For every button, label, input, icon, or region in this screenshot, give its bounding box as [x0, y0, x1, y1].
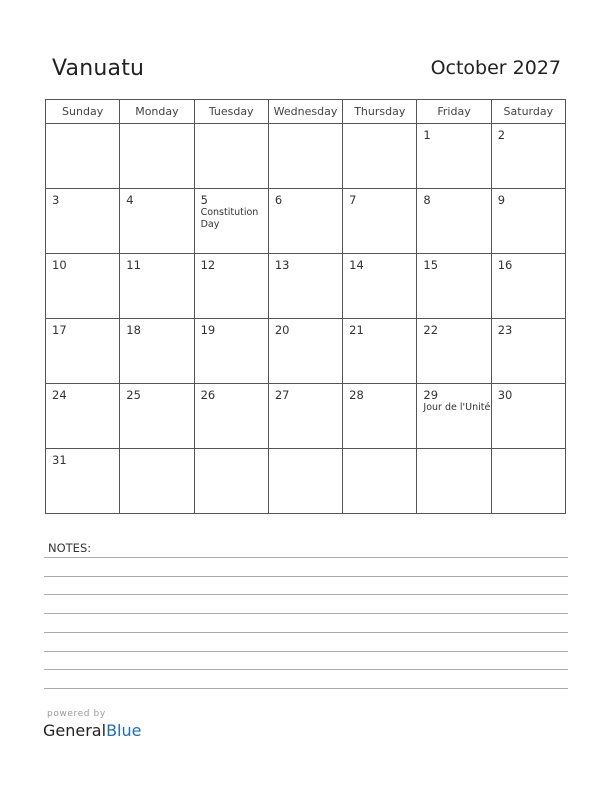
- day-number: 6: [274, 193, 283, 207]
- day-cell[interactable]: [46, 319, 120, 384]
- day-cell[interactable]: [268, 384, 342, 449]
- day-cell[interactable]: [343, 384, 417, 449]
- day-cell[interactable]: [120, 254, 194, 319]
- day-cell[interactable]: [120, 319, 194, 384]
- day-cell[interactable]: [417, 124, 491, 189]
- day-number: [343, 449, 416, 453]
- day-number: 16: [497, 258, 513, 272]
- day-cell[interactable]: [268, 189, 342, 254]
- day-cell[interactable]: [194, 124, 268, 189]
- note-line: [44, 613, 568, 614]
- day-cell[interactable]: [46, 124, 120, 189]
- day-number: [195, 124, 268, 128]
- day-cell[interactable]: [194, 384, 268, 449]
- powered-by-text: powered by: [47, 709, 106, 719]
- day-cell[interactable]: [194, 449, 268, 514]
- day-number: [492, 449, 565, 453]
- day-number: 22: [423, 323, 439, 337]
- note-line: [44, 688, 568, 689]
- day-number: 11: [126, 258, 141, 272]
- day-cell[interactable]: [343, 189, 417, 254]
- day-cell[interactable]: [120, 124, 194, 189]
- weekday-header-thursday: Thursday: [343, 100, 417, 124]
- day-cell[interactable]: [417, 384, 491, 449]
- brand-logo[interactable]: [43, 721, 141, 740]
- day-number: 9: [497, 193, 506, 207]
- note-line: [44, 669, 568, 670]
- day-cell[interactable]: [417, 319, 491, 384]
- day-cell[interactable]: [491, 189, 565, 254]
- day-cell[interactable]: [120, 384, 194, 449]
- day-number: [269, 124, 342, 128]
- day-cell[interactable]: [417, 449, 491, 514]
- day-cell[interactable]: [194, 319, 268, 384]
- week-row: [46, 254, 566, 319]
- day-cell[interactable]: [268, 254, 342, 319]
- day-number: 14: [349, 258, 364, 272]
- day-number: 31: [52, 453, 67, 467]
- day-number: [120, 449, 193, 453]
- day-cell[interactable]: [46, 189, 120, 254]
- day-number: 4: [126, 193, 134, 207]
- weekday-header-saturday: Saturday: [491, 100, 565, 124]
- day-cell[interactable]: [46, 384, 120, 449]
- week-row: [46, 124, 566, 189]
- day-number: [195, 449, 268, 453]
- day-cell[interactable]: [491, 449, 565, 514]
- day-cell[interactable]: [343, 254, 417, 319]
- day-cell[interactable]: [268, 449, 342, 514]
- notes-label: NOTES:: [48, 541, 92, 555]
- week-row: [46, 449, 566, 514]
- day-number: 1: [423, 128, 431, 142]
- day-cell[interactable]: [194, 254, 268, 319]
- day-number: 10: [52, 258, 67, 272]
- country-title: Vanuatu: [52, 56, 145, 81]
- week-row: [46, 189, 566, 254]
- day-cell[interactable]: [120, 449, 194, 514]
- week-row: [46, 319, 566, 384]
- day-number: 8: [423, 193, 431, 207]
- day-cell[interactable]: [417, 254, 491, 319]
- day-cell[interactable]: [268, 319, 342, 384]
- day-number: 23: [497, 323, 513, 337]
- month-year-title: October 2027: [430, 57, 561, 79]
- weekday-header-tuesday: Tuesday: [194, 100, 268, 124]
- day-number: [46, 124, 119, 128]
- note-line: [44, 632, 568, 633]
- weekday-header-sunday: Sunday: [46, 100, 120, 124]
- brand-name-blue: Blue: [106, 721, 142, 740]
- holiday-label: Jour de l'Unité: [423, 402, 491, 413]
- day-cell[interactable]: [194, 189, 268, 254]
- day-cell[interactable]: [491, 254, 565, 319]
- day-number: 15: [423, 258, 439, 272]
- calendar-body: [46, 124, 566, 514]
- day-number: 27: [274, 388, 290, 402]
- day-number: 2: [497, 128, 506, 142]
- day-cell[interactable]: [491, 319, 565, 384]
- weekday-header-friday: Friday: [417, 100, 491, 124]
- day-number: 12: [200, 258, 216, 272]
- weekday-header-monday: Monday: [120, 100, 194, 124]
- day-number: [343, 124, 416, 128]
- note-line: [44, 576, 568, 577]
- weekday-header-row: [46, 100, 566, 124]
- day-cell[interactable]: [491, 384, 565, 449]
- calendar-grid: [45, 99, 566, 514]
- day-number: 24: [52, 388, 67, 402]
- day-number: 3: [52, 193, 60, 207]
- day-number: 19: [200, 323, 216, 337]
- day-number: 20: [274, 323, 290, 337]
- day-number: 25: [126, 388, 141, 402]
- day-number: 21: [349, 323, 364, 337]
- day-number: [417, 449, 490, 453]
- day-number: 5: [200, 193, 208, 207]
- day-number: 17: [52, 323, 67, 337]
- week-row: [46, 384, 566, 449]
- day-cell[interactable]: [417, 189, 491, 254]
- day-cell[interactable]: [343, 319, 417, 384]
- note-line: [44, 557, 568, 558]
- weekday-header-wednesday: Wednesday: [268, 100, 342, 124]
- day-number: 28: [349, 388, 364, 402]
- day-cell[interactable]: [343, 449, 417, 514]
- day-number: 29: [423, 388, 439, 402]
- day-cell[interactable]: [343, 124, 417, 189]
- day-number: 26: [200, 388, 216, 402]
- day-number: 30: [497, 388, 513, 402]
- day-number: 7: [349, 193, 357, 207]
- day-number: 13: [274, 258, 290, 272]
- holiday-label: Constitution Day: [200, 207, 259, 230]
- note-line: [44, 651, 568, 652]
- day-cell[interactable]: [491, 124, 565, 189]
- brand-name-general: General: [43, 721, 107, 740]
- day-cell[interactable]: [120, 189, 194, 254]
- note-line: [44, 594, 568, 595]
- day-number: [269, 449, 342, 453]
- day-number: 18: [126, 323, 141, 337]
- day-cell[interactable]: [46, 449, 120, 514]
- day-cell[interactable]: [268, 124, 342, 189]
- day-number: [120, 124, 193, 128]
- day-cell[interactable]: [46, 254, 120, 319]
